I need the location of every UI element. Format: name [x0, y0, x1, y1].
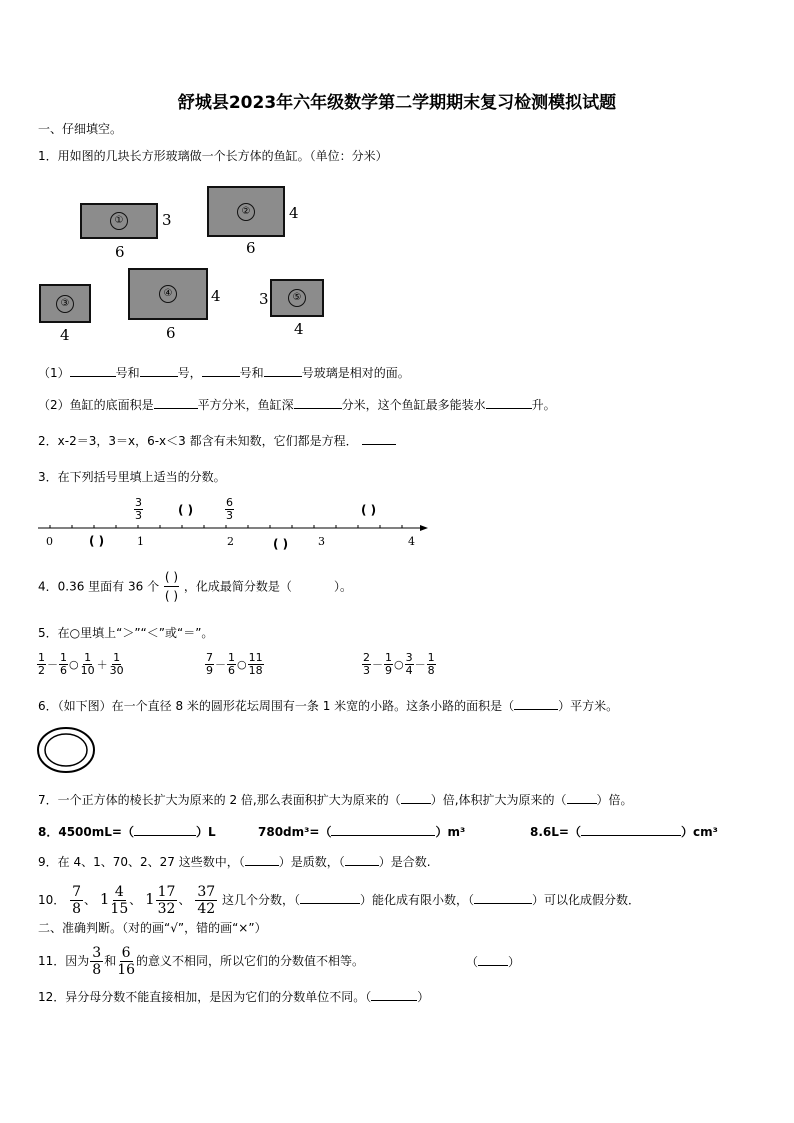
- glass-label-1: ①: [110, 212, 128, 230]
- answer-blank[interactable]: [70, 364, 116, 377]
- fraction-6-over-3: $\frac{6}{3}$: [226, 496, 233, 522]
- answer-blank[interactable]: [154, 396, 198, 409]
- answer-paren[interactable]: ( ): [361, 503, 377, 517]
- answer-paren[interactable]: ( ): [178, 503, 194, 517]
- answer-paren[interactable]: ( ): [89, 534, 105, 548]
- answer-blank[interactable]: [478, 953, 508, 966]
- glass-label-5: ⑤: [288, 289, 306, 307]
- compare-circle[interactable]: ○: [237, 658, 247, 671]
- tick-label-3: 3: [318, 535, 325, 548]
- tick-label-0: 0: [46, 535, 53, 548]
- tick-label-4: 4: [408, 535, 415, 548]
- answer-paren[interactable]: ( ): [273, 537, 289, 551]
- question-3-text: 3．在下列括号里填上适当的分数。: [38, 470, 226, 484]
- tick-label-1: 1: [137, 535, 144, 548]
- question-9: 9．在 4、1、70、2、27 这些数中，（ ）是质数，（ ）是合数.: [38, 855, 431, 869]
- compare-circle[interactable]: ○: [69, 658, 79, 671]
- answer-blank[interactable]: [331, 823, 435, 836]
- question-1-part-2: （2）鱼缸的底面积是 平方分米，鱼缸深 分米，这个鱼缸最多能装水 升。: [38, 398, 556, 412]
- question-1-part-1: （1） 号和 号， 号和 号玻璃是相对的面。: [38, 366, 410, 380]
- glass-4-height: 4: [211, 287, 221, 305]
- glass-5-height: 3: [259, 290, 269, 308]
- answer-blank[interactable]: [134, 823, 196, 836]
- page-title: 舒城县2023年六年级数学第二学期期末复习检测模拟试题: [177, 93, 617, 113]
- question-4: 4．0.36 里面有 36 个 $\frac{( )}{( )}$ ，化成最简分数是（ ）。: [38, 570, 352, 603]
- answer-blank[interactable]: [140, 364, 178, 377]
- question-7: 7．一个正方体的棱长扩大为原来的 2 倍,那么表面积扩大为原来的（ ）倍,体积扩大为原来的（ ）倍。: [38, 793, 633, 807]
- glass-3-width: 4: [60, 326, 70, 344]
- compare-item-2: $\frac{7}{9}$ － $\frac{1}{6}$ ○ $\frac{11}{18}$: [206, 651, 263, 677]
- compare-item-3: $\frac{2}{3}$ － $\frac{1}{9}$ ○ $\frac{3}{4}$ － $\frac{1}{8}$: [363, 651, 435, 677]
- glass-piece-1: [80, 203, 158, 239]
- glass-5-width: 4: [294, 320, 304, 338]
- answer-blank[interactable]: [581, 823, 681, 836]
- answer-blank[interactable]: [401, 791, 431, 804]
- glass-piece-3: [39, 284, 91, 323]
- answer-blank[interactable]: [264, 364, 302, 377]
- compare-circle[interactable]: ○: [394, 658, 404, 671]
- section-heading-1: 一、仔细填空。: [38, 122, 123, 136]
- compare-item-1: $\frac{1}{2}$ － $\frac{1}{6}$ ○ $\frac{1}{10}$ ＋ $\frac{1}{30}$: [38, 651, 124, 677]
- answer-blank[interactable]: [202, 364, 240, 377]
- glass-1-height: 3: [162, 211, 172, 229]
- question-11: 11．因为 $\frac{3}{8}$ 和 $\frac{6}{16}$ 的意义不相同，所以它们的分数值不相等。: [38, 945, 365, 978]
- answer-blank[interactable]: [474, 891, 532, 904]
- question-10: 10． $\frac{7}{8}$ 、 1 $\frac{4}{15}$ 、 1 $\frac{17}{32}$ 、 $\frac{37}{42}$ 这几个分数，（ ）能化成有限小数，（ ）可以化成假分数．: [38, 884, 641, 917]
- glass-2-width: 6: [246, 239, 256, 257]
- question-12: 12．异分母分数不能直接相加，是因为它们的分数单位不同。（ ）: [38, 990, 430, 1004]
- question-11-answer: （ ）: [466, 955, 521, 969]
- question-8-a: 8．4500mL=（ ）L: [38, 825, 216, 839]
- question-5-text: 5．在○里填上“＞”“＜”或“＝”。: [38, 626, 214, 640]
- answer-blank[interactable]: [371, 988, 417, 1001]
- question-2: 2．x-2＝3，3＝x，6-x＜3 都含有未知数，它们都是方程．: [38, 432, 396, 449]
- glass-label-4: ④: [159, 285, 177, 303]
- flower-bed-ring: [36, 725, 98, 775]
- answer-blank[interactable]: [300, 891, 360, 904]
- answer-blank[interactable]: [514, 697, 558, 710]
- glass-piece-5: [270, 279, 324, 317]
- glass-4-width: 6: [166, 324, 176, 342]
- glass-label-3: ③: [56, 295, 74, 313]
- question-8-b: 780dm³=（ ）m³: [258, 825, 466, 839]
- glass-2-height: 4: [289, 204, 299, 222]
- answer-blank[interactable]: [362, 432, 396, 445]
- answer-blank[interactable]: [294, 396, 342, 409]
- glass-1-width: 6: [115, 243, 125, 261]
- answer-blank[interactable]: [245, 853, 279, 866]
- section-heading-2: 二、准确判断。（对的画“√”，错的画“×”）: [38, 921, 267, 935]
- glass-label-2: ②: [237, 203, 255, 221]
- question-6: 6．（如下图）在一个直径 8 米的圆形花坛周围有一条 1 米宽的小路。这条小路的面积是（ ）平方米。: [38, 699, 619, 713]
- answer-fraction[interactable]: $\frac{( )}{( )}$: [164, 570, 179, 603]
- answer-blank[interactable]: [345, 853, 379, 866]
- glass-piece-2: [207, 186, 285, 237]
- question-8-c: 8.6L=（ ）cm³: [530, 825, 718, 839]
- question-1-text: 1．用如图的几块长方形玻璃做一个长方体的鱼缸。（单位：分米）: [38, 149, 388, 163]
- answer-blank[interactable]: [486, 396, 532, 409]
- answer-blank[interactable]: [567, 791, 597, 804]
- fraction-3-over-3: $\frac{3}{3}$: [135, 496, 142, 522]
- glass-piece-4: [128, 268, 208, 320]
- tick-label-2: 2: [227, 535, 234, 548]
